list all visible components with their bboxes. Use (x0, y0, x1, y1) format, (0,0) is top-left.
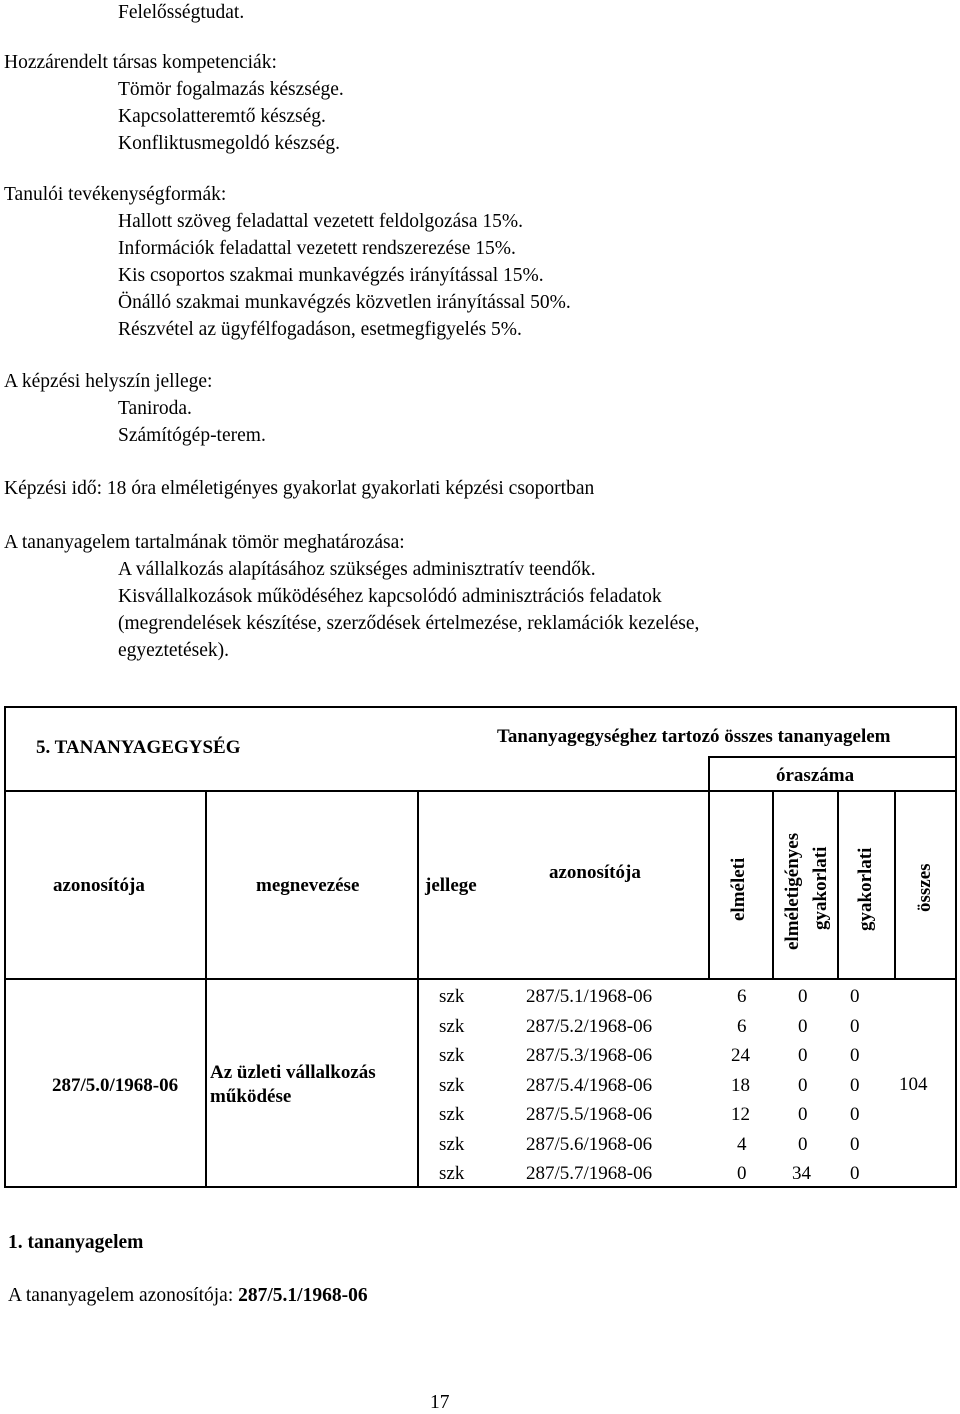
felelosseg-text: Felelősségtudat. (118, 2, 245, 23)
row-gyakorlati: 0 (850, 1163, 860, 1184)
table-line (4, 978, 957, 980)
header-total-hours: Tananyagegységhez tartozó összes tananyagelem (497, 726, 891, 747)
kepzesi-ido: Képzési idő: 18 óra elméletigényes gyakorlat gyakorlati képzési csoportban (4, 478, 595, 499)
tarsas-item: Konfliktusmegoldó készség. (118, 133, 341, 154)
unit-title: 5. TANANYAGEGYSÉG (36, 737, 241, 758)
azonosito-label: A tananyagelem azonosítója: (8, 1285, 239, 1306)
row-jellege: szk (439, 1163, 465, 1184)
row-elmeletigenyes: 0 (798, 986, 808, 1007)
tartalom-line: (megrendelések készítése, szerződések értelmezése, reklamációk kezelése, (118, 613, 700, 634)
tananyagelem-heading: 1. tananyagelem (8, 1232, 144, 1253)
helyszin-item: Számítógép-terem. (118, 425, 266, 446)
row-gyakorlati: 0 (850, 1134, 860, 1155)
table-line (205, 790, 207, 1188)
row-id: 287/5.2/1968-06 (526, 1016, 653, 1037)
header-oraszama: óraszáma (776, 765, 855, 786)
row-elmeletigenyes: 0 (798, 1134, 808, 1155)
row-jellege: szk (439, 1016, 465, 1037)
row-id: 287/5.3/1968-06 (526, 1045, 653, 1066)
tartalom-heading: A tananyagelem tartalmának tömör meghatározása: (4, 532, 405, 553)
row-elmeleti: 18 (731, 1075, 750, 1096)
col-elmeleti: elméleti (728, 857, 749, 921)
tanuloi-item: Információk feladattal vezetett rendszerezése 15%. (118, 238, 516, 259)
tanuloi-item: Kis csoportos szakmai munkavégzés irányítással 15%. (118, 265, 544, 286)
col-megnevezese: megnevezése (256, 875, 360, 896)
helyszin-heading: A képzési helyszín jellege: (4, 371, 213, 392)
row-id: 287/5.7/1968-06 (526, 1163, 653, 1184)
row-gyakorlati: 0 (850, 986, 860, 1007)
row-gyakorlati: 0 (850, 1016, 860, 1037)
unit-name-line2: működése (210, 1086, 292, 1107)
tarsas-item: Kapcsolatteremtő készség. (118, 106, 326, 127)
col-gyakorlati: gyakorlati (855, 847, 876, 931)
table-line (837, 790, 839, 978)
tanuloi-item: Önálló szakmai munkavégzés közvetlen irányítással 50%. (118, 292, 571, 313)
table-line (708, 756, 957, 758)
row-jellege: szk (439, 1134, 465, 1155)
row-gyakorlati: 0 (850, 1104, 860, 1125)
row-id: 287/5.1/1968-06 (526, 986, 653, 1007)
row-elmeleti: 24 (731, 1045, 750, 1066)
table-line (708, 756, 710, 978)
table-border-bottom (4, 1186, 957, 1188)
col-elmeletigenyes: elméletigényes (782, 832, 803, 950)
row-elmeletigenyes: 0 (798, 1045, 808, 1066)
row-gyakorlati: 0 (850, 1045, 860, 1066)
table-line (4, 790, 957, 792)
tartalom-line: Kisvállalkozások működéséhez kapcsolódó adminisztrációs feladatok (118, 586, 662, 607)
unit-id: 287/5.0/1968-06 (52, 1075, 179, 1096)
total-hours: 104 (899, 1074, 928, 1095)
row-elmeleti: 6 (737, 986, 747, 1007)
col-azonositoja: azonosítója (53, 875, 145, 896)
row-id: 287/5.6/1968-06 (526, 1134, 653, 1155)
table-border-left (4, 706, 6, 1188)
page-number: 17 (430, 1392, 450, 1413)
row-jellege: szk (439, 1045, 465, 1066)
row-elmeletigenyes: 0 (798, 1016, 808, 1037)
tarsas-item: Tömör fogalmazás készsége. (118, 79, 344, 100)
row-elmeleti: 4 (737, 1134, 747, 1155)
col-elmeletigenyes-2: gyakorlati (810, 846, 831, 930)
row-elmeleti: 6 (737, 1016, 747, 1037)
azonosito-line (8, 1285, 368, 1307)
row-jellege: szk (439, 986, 465, 1007)
table-line (417, 790, 419, 1188)
row-elmeletigenyes: 34 (792, 1163, 811, 1184)
row-elmeletigenyes: 0 (798, 1104, 808, 1125)
table-border-right (955, 706, 957, 1188)
unit-name-line1: Az üzleti vállalkozás (210, 1062, 376, 1083)
table-line (772, 790, 774, 978)
row-elmeleti: 0 (737, 1163, 747, 1184)
helyszin-item: Taniroda. (118, 398, 192, 419)
col-jellege: jellege (425, 875, 477, 896)
table-line (894, 790, 896, 978)
col-azonositoja-2: azonosítója (549, 862, 641, 883)
curriculum-table (4, 706, 957, 1188)
table-border-top (4, 706, 957, 708)
tarsas-heading: Hozzárendelt társas kompetenciák: (4, 52, 277, 73)
azonosito-value: 287/5.1/1968-06 (238, 1285, 368, 1306)
tartalom-line: A vállalkozás alapításához szükséges adminisztratív teendők. (118, 559, 596, 580)
row-elmeletigenyes: 0 (798, 1075, 808, 1096)
tanuloi-item: Részvétel az ügyfélfogadáson, esetmegfigyelés 5%. (118, 319, 522, 340)
row-id: 287/5.5/1968-06 (526, 1104, 653, 1125)
row-id: 287/5.4/1968-06 (526, 1075, 653, 1096)
col-osszes: összes (914, 863, 935, 912)
row-jellege: szk (439, 1075, 465, 1096)
row-gyakorlati: 0 (850, 1075, 860, 1096)
tartalom-line: egyeztetések). (118, 640, 229, 661)
tanuloi-item: Hallott szöveg feladattal vezetett feldolgozása 15%. (118, 211, 523, 232)
tanuloi-heading: Tanulói tevékenységformák: (4, 184, 227, 205)
row-jellege: szk (439, 1104, 465, 1125)
row-elmeleti: 12 (731, 1104, 750, 1125)
